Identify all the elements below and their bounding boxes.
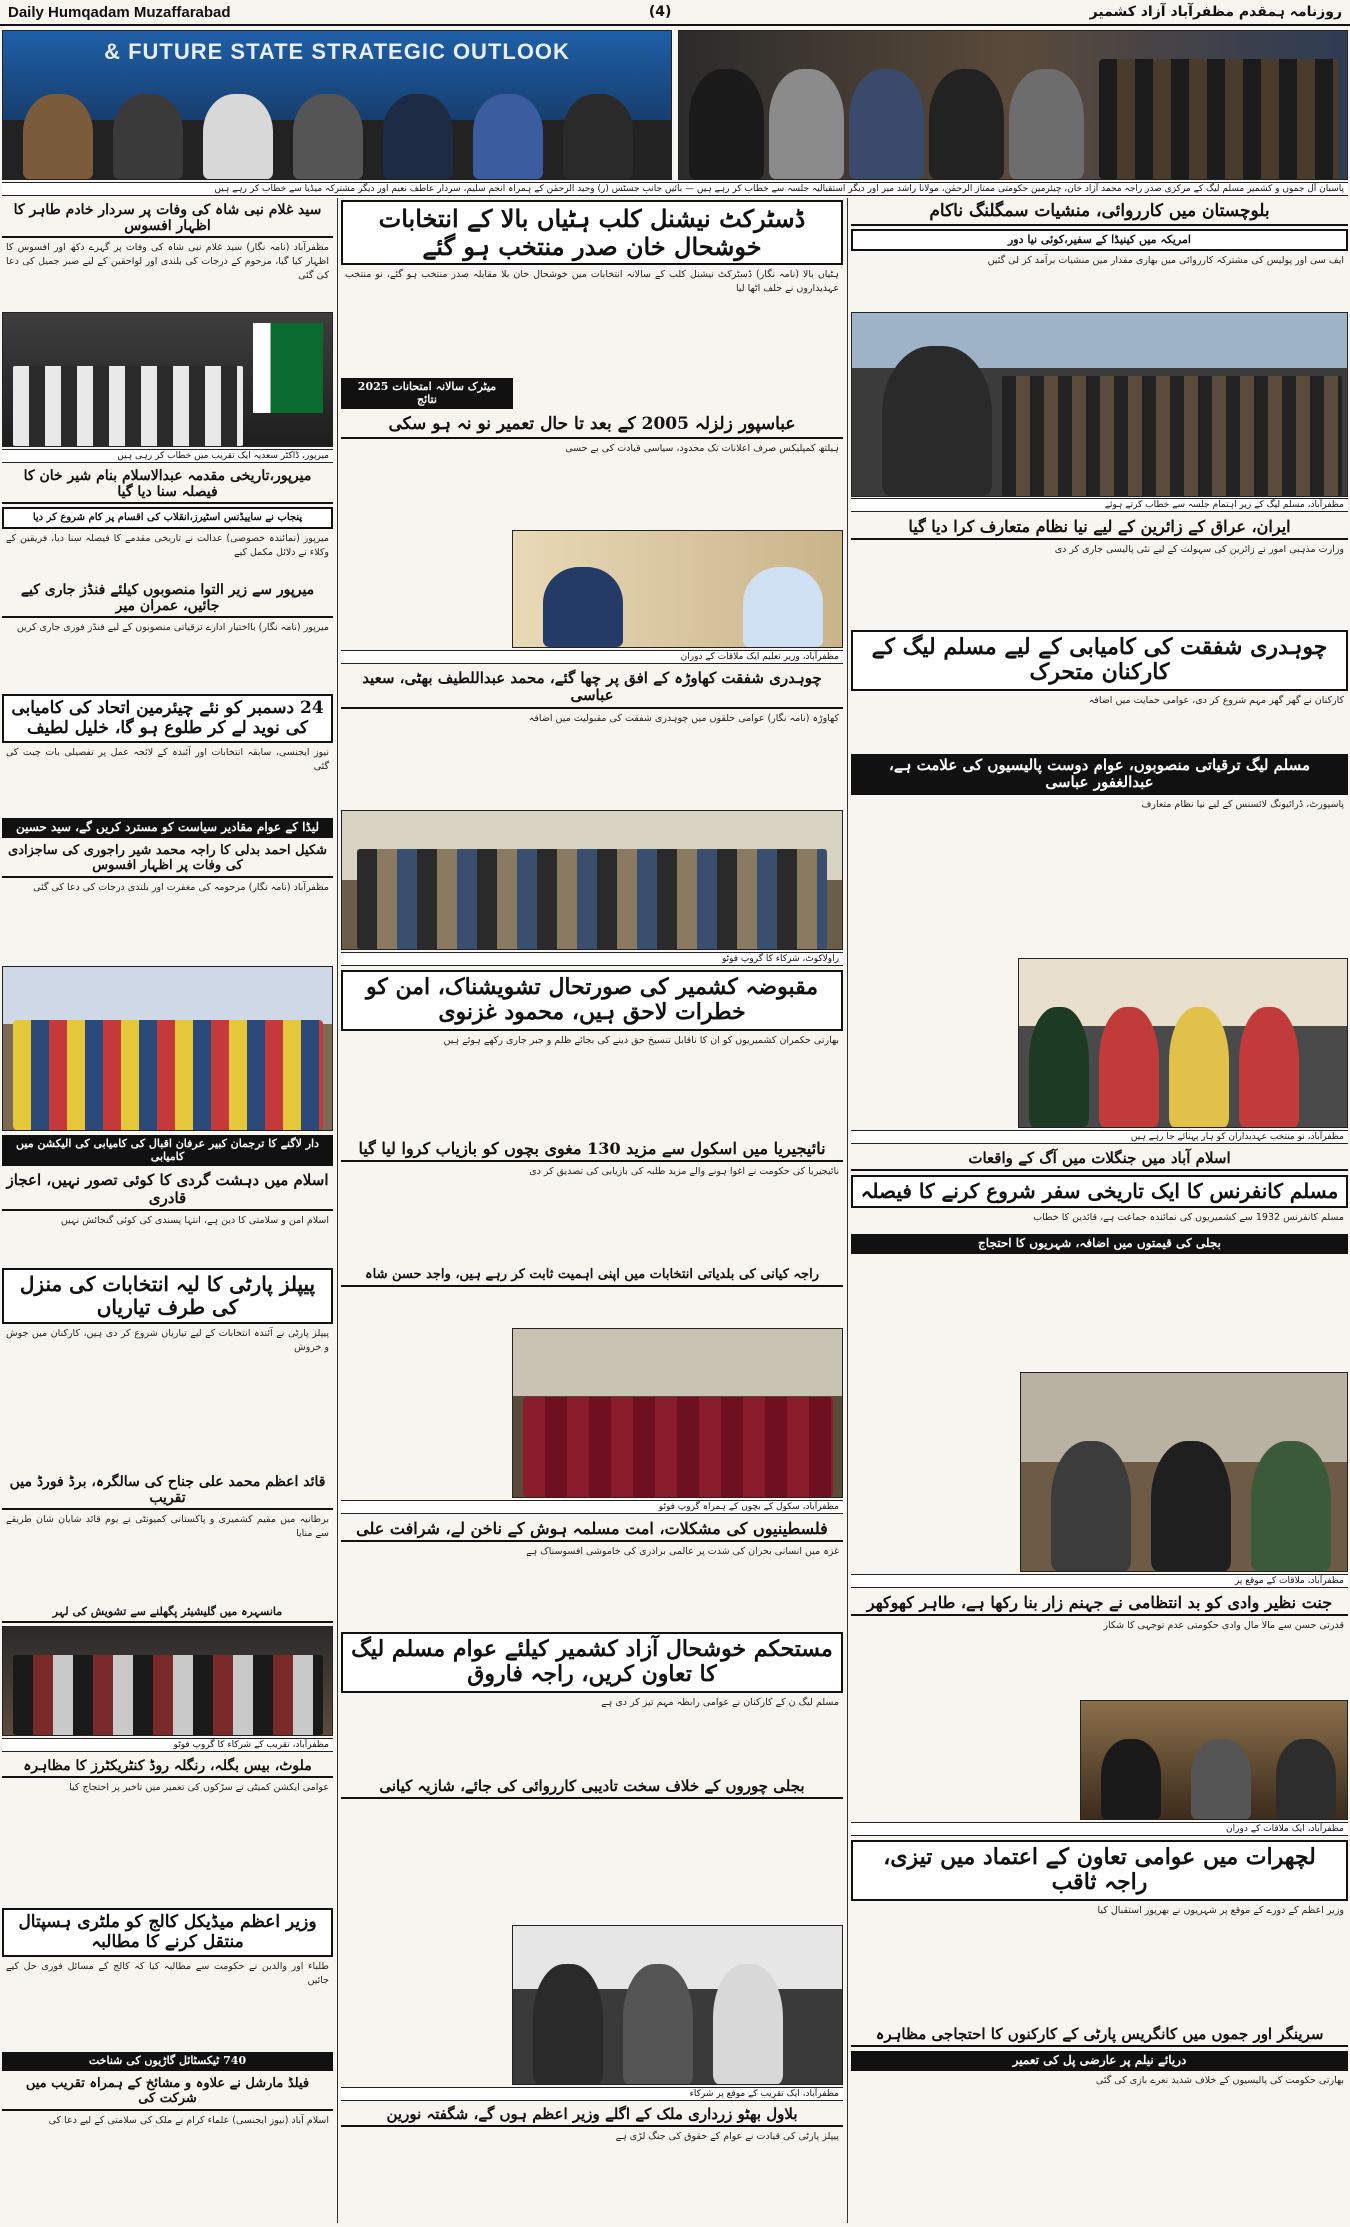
headline: بجلی کی قیمتوں میں اضافہ، شہریوں کا احتجاج bbox=[851, 1234, 1348, 1254]
masthead-english-title: Daily Humqadam Muzaffarabad bbox=[8, 3, 231, 21]
col1-story7 bbox=[2, 1268, 333, 1468]
crowd bbox=[13, 1020, 323, 1130]
flag bbox=[253, 323, 323, 413]
col3-story5 bbox=[851, 1148, 1348, 1368]
person-figure bbox=[1169, 1007, 1229, 1127]
photo-caption: مظفرآباد، ایک ملاقات کے دوران bbox=[851, 1822, 1348, 1836]
col1-story8 bbox=[2, 1472, 333, 1602]
person-figure bbox=[473, 94, 543, 179]
col1-story1 bbox=[2, 200, 333, 310]
col3-office-photo bbox=[1080, 1700, 1348, 1820]
person-figure bbox=[1239, 1007, 1299, 1127]
story-body: نیوز ایجنسی، سابقہ انتخابات اور آئندہ کے لائحہ عمل پر تفصیلی بات چیت کی گئی bbox=[6, 747, 329, 773]
headline: نائیجیریا میں اسکول سے مزید 130 مغوی بچوں کو بازیاب کروا لیا گیا bbox=[341, 1138, 843, 1162]
col1-story12 bbox=[2, 2052, 333, 2224]
col2-garland-photo bbox=[512, 1925, 843, 2085]
photo-caption: مظفرآباد، تقریب کے شرکاء کا گروپ فوٹو bbox=[2, 1738, 333, 1752]
person-figure bbox=[689, 69, 764, 179]
person-figure bbox=[383, 94, 453, 179]
col2-story5 bbox=[341, 1138, 843, 1263]
headline: راجہ کیانی کی بلدیاتی انتخابات میں اپنی اہمیت ثابت کر رہے ہیں، واجد حسن شاہ bbox=[341, 1266, 843, 1287]
crowd bbox=[13, 1655, 323, 1735]
person-figure bbox=[623, 1964, 693, 2084]
col2-story3 bbox=[341, 668, 843, 808]
person-figure bbox=[1276, 1739, 1336, 1819]
photo-caption: مظفرآباد، وزیر تعلیم ایک ملاقات کے دوران bbox=[341, 650, 843, 664]
story-body: مظفرآباد (نامہ نگار) سید غلام نبی شاہ کی وفات پر گہرے دکھ اور افسوس کا اظہار کیا گیا، مرحوم کے درجات کی بلندی اور لواحقین کے لیے صبر جمیل کی دعا کی گئی bbox=[6, 242, 329, 282]
col2-story7 bbox=[341, 1518, 843, 1628]
col2-story2 bbox=[341, 378, 843, 528]
col2-school-photo bbox=[512, 1328, 843, 1498]
col2-story6 bbox=[341, 1266, 843, 1326]
col1-kids-photo bbox=[2, 966, 333, 1131]
col1-story9 bbox=[2, 1604, 333, 1624]
headline: میٹرک سالانہ امتحانات 2025 نتائج bbox=[341, 378, 513, 409]
top-left-photo-banner: & FUTURE STATE STRATEGIC OUTLOOK bbox=[104, 39, 570, 64]
headline: بلوچستان میں کارروائی، منشیات سمگلنگ ناکام bbox=[851, 200, 1348, 226]
headline: اسلام آباد میں جنگلات میں آگ کے واقعات bbox=[851, 1148, 1348, 1171]
headline: شکیل احمد بدلی کا راجہ محمد شیر راجوری کی ساجزادی کی وفات پر اظہار افسوس bbox=[2, 842, 333, 878]
headline: میرپور،تاریخی مقدمہ عبدالاسلام بنام شیر خان کا فیصلہ سنا دیا گیا bbox=[2, 466, 333, 504]
person-figure bbox=[1009, 69, 1084, 179]
crowd bbox=[1002, 376, 1342, 496]
headline: مسلم کانفرنس کا ایک تاریخی سفر شروع کرنے کا فیصلہ bbox=[851, 1175, 1348, 1208]
col3-meeting-photo bbox=[1020, 1372, 1348, 1572]
col1-dinner-photo bbox=[2, 312, 333, 447]
headline: عباسپور زلزلہ 2005 کے بعد تا حال تعمیر نو نہ ہو سکی bbox=[341, 413, 843, 439]
crowd bbox=[523, 1397, 833, 1497]
person-figure bbox=[1029, 1007, 1089, 1127]
story-body: عوامی ایکشن کمیٹی نے سڑکوں کی تعمیر میں تاخیر پر احتجاج کیا bbox=[69, 1782, 329, 1794]
column-divider bbox=[337, 198, 338, 2223]
col1-story5 bbox=[2, 818, 333, 963]
person-figure bbox=[203, 94, 273, 179]
headline: چوہدری شفقت کھاوڑہ کے افق پر چھا گئے، محمد عبداللطیف بھٹی، سعید عباسی bbox=[341, 668, 843, 709]
story-body: بھارتی حکمران کشمیریوں کو ان کا ناقابل تنسیخ حق دینے کی بجائے ظلم و جبر جاری رکھے ہوئے ہیں bbox=[443, 1034, 839, 1046]
col2-story1 bbox=[341, 200, 843, 375]
headline: وزیر اعظم میڈیکل کالج کو ملٹری ہسپتال منتقل کرنے کا مطالبہ bbox=[2, 1908, 333, 1957]
col2-story4 bbox=[341, 970, 843, 1135]
col1-story11 bbox=[2, 1908, 333, 2048]
column-divider bbox=[847, 198, 848, 2223]
top-photo-caption: پاسبان آل جموں و کشمیر مسلم لیگ کے مرکزی صدر راجہ محمد آزاد خان، چیئرمین حکومتی ممتاز الرحمٰن، مولانا راشد میر اور دیگر استقبالیہ جلسہ سے خطاب کر رہے ہیں — بائیں جانب جسٹس (ر) وحید الرحمٰن کے ہمراہ انجم سلیم، سردار عاطف نعیم اور دیگر مشترکہ میڈیا سے خطاب کر رہے ہیں bbox=[2, 182, 1348, 196]
person-figure bbox=[1051, 1441, 1131, 1571]
col2-story8 bbox=[341, 1632, 843, 1772]
person-figure bbox=[1099, 59, 1339, 179]
headline: 24 دسمبر کو نئے چیئرمین اتحاد کی کامیابی کی نوید لے کر طلوع ہو گا، خلیل لطیف bbox=[2, 694, 333, 743]
story-body: مظفرآباد (نامہ نگار) مرحومہ کی مغفرت اور بلندی درجات کی دعا کی گئی bbox=[33, 881, 329, 893]
person-figure bbox=[293, 94, 363, 179]
story-body: ایف سی اور پولیس کی مشترکہ کارروائی میں بھاری مقدار میں منشیات برآمد کر لی گئیں bbox=[987, 255, 1344, 267]
story-body: طلباء اور والدین نے حکومت سے مطالبہ کیا کہ کالج کے مسائل فوری حل کیے جائیں bbox=[6, 1961, 329, 1987]
person-figure bbox=[543, 567, 623, 647]
photo-caption: میرپور، ڈاکٹر سعدیہ ایک تقریب میں خطاب کر رہی ہیں bbox=[2, 449, 333, 463]
headline: میرپور سے زیر التوا منصوبوں کیلئے فنڈز جاری کیے جائیں، عمران میر bbox=[2, 580, 333, 618]
story-body: پاسپورٹ، ڈرائیونگ لائسنس کے لیے نیا نظام متعارف bbox=[1141, 798, 1344, 810]
person-figure bbox=[849, 69, 924, 179]
story-body: مسلم کانفرنس 1932 سے کشمیریوں کی نمائندہ جماعت ہے، قائدین کا خطاب bbox=[1033, 1212, 1344, 1224]
col3-story8 bbox=[851, 1840, 1348, 2020]
story-body: بھارتی حکومت کی پالیسیوں کے خلاف شدید نعرے بازی کی گئی bbox=[1095, 2075, 1344, 2087]
headline: لیڈا کے عوام مقادیر سیاست کو مسترد کریں گے، سید حسین bbox=[2, 818, 333, 838]
headline: مقبوضہ کشمیر کی صورتحال تشویشناک، امن کو خطرات لاحق ہیں، محمود غزنوی bbox=[341, 970, 843, 1031]
headline: بلاول بھٹو زرداری ملک کے اگلے وزیر اعظم ہوں گے، شگفتہ نورین bbox=[341, 2104, 843, 2127]
page-number: (4) bbox=[648, 4, 672, 20]
headline: ڈسٹرکٹ نیشنل کلب ہٹیاں بالا کے انتخابات خوشحال خان صدر منتخب ہو گئے bbox=[341, 200, 843, 265]
headline: مسلم لیگ ترقیاتی منصوبوں، عوام دوست پالیسیوں کی علامت ہے، عبدالغفور عباسی bbox=[851, 754, 1348, 795]
story-body: کھاوڑہ (نامہ نگار) عوامی حلقوں میں چوہدری شفقت کی مقبولیت میں اضافہ bbox=[528, 712, 839, 724]
person-figure bbox=[713, 1964, 783, 2084]
headline: دار لاگنے کا ترجمان کبیر عرفان اقبال کی کامیابی کی الیکشن میں کامیابی bbox=[2, 1135, 333, 1166]
headline: چوہدری شفقت کی کامیابی کے لیے مسلم لیگ کے کارکنان متحرک bbox=[851, 630, 1348, 691]
headline: مستحکم خوشحال آزاد کشمیر کیلئے عوام مسلم لیگ کا تعاون کریں، راجہ فاروق bbox=[341, 1632, 843, 1693]
story-body: ہیلتھ کمپلیکس صرف اعلانات تک محدود، سیاسی قیادت کی بے حسی bbox=[565, 442, 839, 454]
crowd bbox=[13, 366, 243, 446]
person-figure bbox=[1251, 1441, 1331, 1571]
person-figure bbox=[929, 69, 1004, 179]
col1-event-photo bbox=[2, 1626, 333, 1736]
photo-caption: مظفرآباد، مسلم لیگ کے زیر اہتمام جلسہ سے خطاب کرتے ہوئے bbox=[851, 498, 1348, 512]
headline: فیلڈ مارشل نے علاوہ و مشائخ کے ہمراہ تقریب میں شرکت کی bbox=[2, 2075, 333, 2111]
top-left-photo bbox=[2, 30, 672, 180]
story-body: قدرتی حسن سے مالا مال وادی حکومتی عدم توجہی کا شکار bbox=[1103, 1620, 1344, 1632]
headline: دریائے نیلم پر عارضی پل کی تعمیر bbox=[851, 2051, 1348, 2071]
col3-story2 bbox=[851, 516, 1348, 626]
col3-story3 bbox=[851, 630, 1348, 750]
headline: پنجاب نے ساییڈنس اسٹیرز،انقلاب کی اقسام پر کام شروع کر دیا bbox=[2, 507, 333, 529]
photo-caption: مظفرآباد، ملاقات کے موقع پر bbox=[851, 1574, 1348, 1588]
top-right-photo bbox=[678, 30, 1348, 180]
story-body: نائیجیریا کی حکومت نے اغوا ہونے والے مزید طلبہ کی بازیابی کی تصدیق کر دی bbox=[529, 1166, 839, 1178]
col3-garland-photo bbox=[1018, 958, 1348, 1128]
headline: پیپلز پارٹی کا لیہ انتخابات کی منزل کی طرف تیاریاں bbox=[2, 1268, 333, 1324]
headline: لچھرات میں عوامی تعاون کے اعتماد میں تیزی، راجہ ثاقب bbox=[851, 1840, 1348, 1901]
story-body: اسلام امن و سلامتی کا دین ہے، انتہا پسندی کی کوئی گنجائش نہیں bbox=[60, 1214, 329, 1226]
photo-caption: مظفرآباد، ایک تقریب کے موقع پر شرکاء bbox=[341, 2087, 843, 2101]
headline: امریکہ میں کینیڈا کے سفیر،کوئی نیا دور bbox=[851, 229, 1348, 252]
person-figure bbox=[1151, 1441, 1231, 1571]
headline: فلسطینیوں کی مشکلات، امت مسلمہ ہوش کے ناخن لے، شرافت علی bbox=[341, 1518, 843, 1542]
story-body: برطانیہ میں مقیم کشمیری و پاکستانی کمیونٹی نے یوم قائد شایان شان طریقے سے منایا bbox=[6, 1514, 329, 1540]
col2-group-photo bbox=[341, 810, 843, 950]
person-figure bbox=[23, 94, 93, 179]
col2-story9 bbox=[341, 1776, 843, 1921]
col1-story4 bbox=[2, 694, 333, 814]
story-body: میرپور (نمائندہ خصوصی) عدالت نے تاریخی مقدمے کا فیصلہ سنا دیا، فریقین کے وکلاء نے دلائل مکمل کیے bbox=[6, 532, 329, 558]
col2-office-photo bbox=[512, 530, 843, 648]
col3-story9 bbox=[851, 2024, 1348, 2224]
story-body: وزیر اعظم کے دورے کے موقع پر شہریوں نے بھرپور استقبال کیا bbox=[1097, 1904, 1344, 1916]
crowd bbox=[357, 849, 827, 949]
story-body: مسلم لیگ ن کے کارکنان نے عوامی رابطہ مہم تیز کر دی ہے bbox=[601, 1696, 839, 1708]
col1-story10 bbox=[2, 1756, 333, 1906]
person-figure bbox=[1191, 1739, 1251, 1819]
photo-caption: راولاکوٹ، شرکاء کا گروپ فوٹو bbox=[341, 952, 843, 966]
story-body: وزارت مذہبی امور نے زائرین کی سہولت کے لیے نئی پالیسی جاری کر دی bbox=[1054, 544, 1344, 556]
col1-story6 bbox=[2, 1135, 333, 1265]
story-body: غزہ میں انسانی بحران کی شدت پر عالمی برادری کی خاموشی افسوسناک ہے bbox=[526, 1546, 839, 1558]
col3-story4 bbox=[851, 754, 1348, 954]
person-figure bbox=[769, 69, 844, 179]
headline: ملوٹ، بیس بگلہ، رنگلہ روڈ کنٹریکٹرز کا مظاہرہ bbox=[2, 1756, 333, 1778]
person-figure bbox=[1099, 1007, 1159, 1127]
person-figure bbox=[113, 94, 183, 179]
story-body: پیپلز پارٹی کی قیادت نے عوام کے حقوق کی جنگ لڑی ہے bbox=[615, 2131, 839, 2143]
headline: مانسہرہ میں گلیشیئر پگھلنے سے تشویش کی لہر bbox=[2, 1604, 333, 1623]
photo-caption: مظفرآباد، نو منتخب عہدیداران کو ہار پہنائے جا رہے ہیں bbox=[851, 1130, 1348, 1144]
person-figure bbox=[533, 1964, 603, 2084]
photo-caption: مظفرآباد، سکول کے بچوں کے ہمراہ گروپ فوٹو bbox=[341, 1500, 843, 1514]
col3-story1 bbox=[851, 200, 1348, 310]
story-body: کارکنان نے گھر گھر مہم شروع کر دی، عوامی حمایت میں اضافہ bbox=[1088, 694, 1344, 706]
story-body: پیپلز پارٹی نے آئندہ انتخابات کے لیے تیاریاں شروع کر دی ہیں، کارکنان میں جوش و خروش bbox=[6, 1328, 329, 1353]
headline: سید غلام نبی شاہ کی وفات پر سردار خادم طاہر کا اظہار افسوس bbox=[2, 200, 333, 238]
headline: سرینگر اور جموں میں کانگریس پارٹی کے کارکنوں کا احتجاجی مظاہرہ bbox=[851, 2024, 1348, 2047]
col3-rally-photo bbox=[851, 312, 1348, 497]
headline: 740 ٹیکسٹائل گاڑیوں کی شناخت bbox=[2, 2052, 333, 2071]
story-body: میرپور (نامہ نگار) بااختیار ادارے ترقیاتی منصوبوں کے لیے فنڈز فوری جاری کریں bbox=[16, 622, 329, 634]
headline: ایران، عراق کے زائرین کے لیے نیا نظام متعارف کرا دیا گیا bbox=[851, 516, 1348, 540]
headline: قائد اعظم محمد علی جناح کی سالگرہ، برڈ فورڈ میں تقریب bbox=[2, 1472, 333, 1510]
headline: بجلی چوروں کے خلاف سخت تادیبی کارروائی کی جائے، شازیہ کیانی bbox=[341, 1776, 843, 1799]
story-body: اسلام آباد (نیوز ایجنسی) علماء کرام نے ملک کی سلامتی کے لیے دعا کی bbox=[48, 2114, 329, 2126]
col2-story10 bbox=[341, 2104, 843, 2224]
col1-story3 bbox=[2, 580, 333, 690]
person-figure bbox=[882, 346, 992, 496]
person-figure bbox=[743, 567, 823, 647]
headline: جنت نظیر وادی کو بد انتظامی نے جہنم زار بنا رکھا ہے، طاہر کھوکھر bbox=[851, 1592, 1348, 1616]
masthead-urdu-title: روزنامہ ہمقدم مظفرآباد آزاد کشمیر bbox=[1089, 4, 1342, 20]
person-figure bbox=[1101, 1739, 1161, 1819]
headline: اسلام میں دہشت گردی کا کوئی تصور نہیں، اعجاز قادری bbox=[2, 1170, 333, 1211]
person-figure bbox=[563, 94, 633, 179]
story-body: ہٹیاں بالا (نامہ نگار) ڈسٹرکٹ نیشنل کلب کے سالانہ انتخابات میں خوشحال خان بلا مقابلہ صدر منتخب ہو گئے، نو منتخب عہدیداروں نے حلف اٹھا لیا bbox=[345, 269, 839, 295]
masthead bbox=[0, 0, 1350, 26]
col1-story2 bbox=[2, 466, 333, 576]
